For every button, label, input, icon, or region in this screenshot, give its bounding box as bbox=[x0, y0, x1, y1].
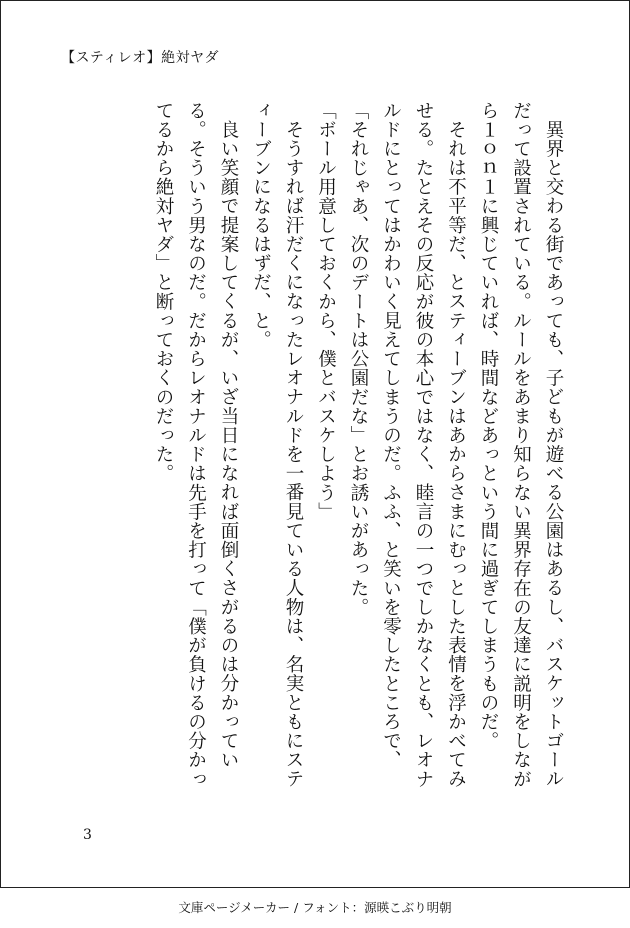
paragraph-4: 良い笑顔で提案してくるが、いざ当日になれば面倒くさがるのは分かっている。そういう男なのだ。だからレオナルドは先手を打って「僕が負けるの分かってるから絶対ヤダ」と断っておくのだった。 bbox=[153, 101, 239, 789]
vertical-body-text bbox=[147, 101, 570, 801]
page-header-title: 【スティレオ】絶対ヤダ bbox=[61, 50, 219, 66]
page-number: 3 bbox=[83, 827, 92, 843]
dialog-line-1: 「それじゃあ、次のデートは公園だな」とお誘いがあった。 bbox=[348, 101, 369, 617]
paragraph-2: それは不平等だ、とスティーブンはあからさまにむっとした表情を浮かべてみせる。たとえその反応が彼の本心ではなく、睦言の一つでしかなくとも、レオナルドにとってはかわいく見えてしまうのだ。ふふ、と笑いを零したところで、 bbox=[380, 101, 467, 789]
paragraph-3: そうすれば汗だくになったレオナルドを一番見ている人物は、名実ともにスティーブンになるはずだ、と。 bbox=[250, 101, 304, 788]
dialog-line-2: 「ボール用意しておくから、僕とバスケしよう」 bbox=[315, 101, 337, 522]
footer-credit: 文庫ページメーカー / フォント：源暎こぶり明朝 bbox=[178, 900, 452, 915]
paragraph-1: 異界と交わる街であっても、子どもが遊べる公園はあるし、バスケットゴールだって設置されている。ルールをあまり知らない異界存在の友達に説明をしながら１ｏｎ１に興じていれば、時間などあっという間に過ぎてしまうものだ。 bbox=[478, 101, 564, 789]
